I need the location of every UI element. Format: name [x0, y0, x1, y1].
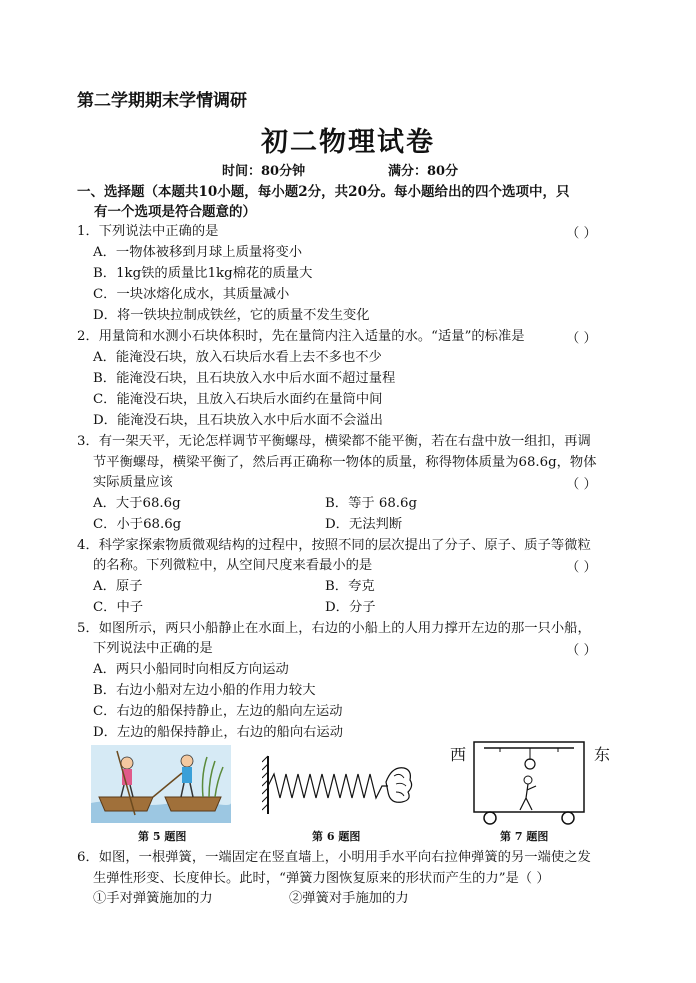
q4-stem-line1: 4．科学家探索物质微观结构的过程中，按照不同的层次提出了分子、原子、质子等微粒	[77, 538, 591, 553]
right-person-body	[182, 767, 192, 783]
cart-wheel-left	[484, 812, 496, 824]
q3-stem-line1: 3．有一架天平，无论怎样调节平衡螺母，横梁都不能平衡，若在右盘中放一组扣，再调	[77, 434, 591, 449]
figure-7-caption: 第 7 题图	[500, 830, 549, 843]
direction-east: 东	[594, 745, 611, 764]
person-body	[526, 784, 528, 798]
q2-option-a: A．能淹没石块，放入石块后水看上去不多也不少	[93, 350, 382, 365]
q5-option-b: B．右边小船对左边小船的作用力较大	[93, 683, 316, 698]
q4-option-c: C．中子	[93, 600, 144, 615]
q4-option-d: D．分子	[325, 600, 376, 615]
q2-stem: 2．用量筒和水测小石块体积时，先在量筒内注入适量的水。“适量”的标准是	[77, 329, 525, 344]
q2-option-d: D．能淹没石块，且石块放入水中后水面不会溢出	[93, 413, 383, 428]
q1-answer-bracket: （ ）	[566, 226, 597, 241]
q1-stem: 1．下列说法中正确的是	[77, 224, 219, 239]
figure-6-caption: 第 6 题图	[312, 830, 361, 843]
q2-answer-bracket: （ ）	[566, 331, 597, 346]
q2-option-b: B．能淹没石块，且石块放入水中后水面不超过量程	[93, 371, 396, 386]
hand-icon	[386, 768, 412, 803]
q1-option-b: B．1kg铁的质量比1kg棉花的质量大	[93, 266, 313, 281]
spring-coil	[268, 774, 388, 798]
q6-stem-line1: 6．如图，一根弹簧，一端固定在竖直墙上，小明用手水平向右拉伸弹簧的另一端使之发	[77, 850, 591, 865]
q5-stem-line2: 下列说法中正确的是	[93, 641, 213, 656]
direction-west: 西	[450, 745, 467, 764]
figure-7-cart	[470, 738, 590, 828]
q6-stem-line2: 生弹性形变、长度伸长。此时，“弹簧力图恢复原来的形状而产生的力”是（ ）	[93, 871, 550, 886]
q1-option-d: D．将一铁块拉制成铁丝，它的质量不发生变化	[93, 308, 370, 323]
person-arm	[527, 786, 536, 790]
q2-option-c: C．能淹没石块，且放入石块后水面约在量筒中间	[93, 392, 383, 407]
q3-stem-line3: 实际质量应该	[93, 475, 173, 490]
q1-option-a: A．一物体被移到月球上质量将变小	[93, 245, 303, 260]
section-heading-line2: 有一个选项是符合题意的）	[94, 204, 256, 220]
q3-option-c: C．小于68.6g	[93, 517, 182, 532]
pendulum-ball	[525, 759, 535, 769]
section-heading	[77, 182, 569, 222]
exam-subtitle: 第二学期期末学情调研	[77, 91, 247, 111]
right-person-head	[181, 755, 193, 767]
q4-option-b: B．夸克	[325, 579, 375, 594]
section-heading-line1: 一、选择题（本题共10小题，每小题2分，共20分。每小题给出的四个选项中，只	[77, 184, 570, 200]
q3-option-a: A．大于68.6g	[93, 496, 181, 511]
figure-6-spring	[262, 752, 422, 818]
q5-option-d: D．左边的船保持静止，右边的船向右运动	[93, 725, 344, 740]
q3-stem-line2: 节平衡螺母，横梁平衡了，然后再正确称一物体的质量，称得物体质量为68.6g，物体	[93, 455, 597, 470]
q5-stem-line1: 5．如图所示，两只小船静止在水面上，右边的小船上的人用力撑开左边的那一只小船，	[77, 621, 591, 636]
q5-option-c: C．右边的船保持静止，左边的船向左运动	[93, 704, 343, 719]
figure-5-caption: 第 5 题图	[138, 830, 187, 843]
q6-option-1: ①手对弹簧施加的力	[93, 891, 213, 906]
q5-answer-bracket: （ ）	[566, 643, 597, 658]
q3-option-b: B．等于 68.6g	[325, 496, 418, 511]
q3-answer-bracket: （ ）	[566, 477, 597, 492]
person-leg	[520, 798, 526, 810]
exam-title: 初二物理试卷	[261, 127, 435, 158]
cart-wheel-right	[562, 812, 574, 824]
exam-time: 时间：80分钟	[222, 164, 306, 179]
person-head	[524, 776, 532, 784]
q6-option-2: ②弹簧对手施加的力	[289, 891, 409, 906]
cart-body	[474, 742, 584, 812]
person-leg2	[526, 798, 532, 810]
right-boat	[165, 797, 221, 811]
left-person-head	[121, 757, 133, 769]
q5-option-a: A．两只小船同时向相反方向运动	[93, 662, 289, 677]
exam-score: 满分：80分	[388, 164, 459, 179]
q1-option-c: C．一块冰熔化成水，其质量减小	[93, 287, 290, 302]
q4-answer-bracket: （ ）	[566, 560, 597, 575]
hand-fingers	[394, 774, 406, 796]
figure-5-boats	[91, 745, 231, 823]
q4-stem-line2: 的名称。下列微粒中，从空间尺度来看最小的是	[93, 558, 373, 573]
q3-option-d: D．无法判断	[325, 517, 403, 532]
left-boat	[99, 797, 153, 811]
q4-option-a: A．原子	[93, 579, 143, 594]
